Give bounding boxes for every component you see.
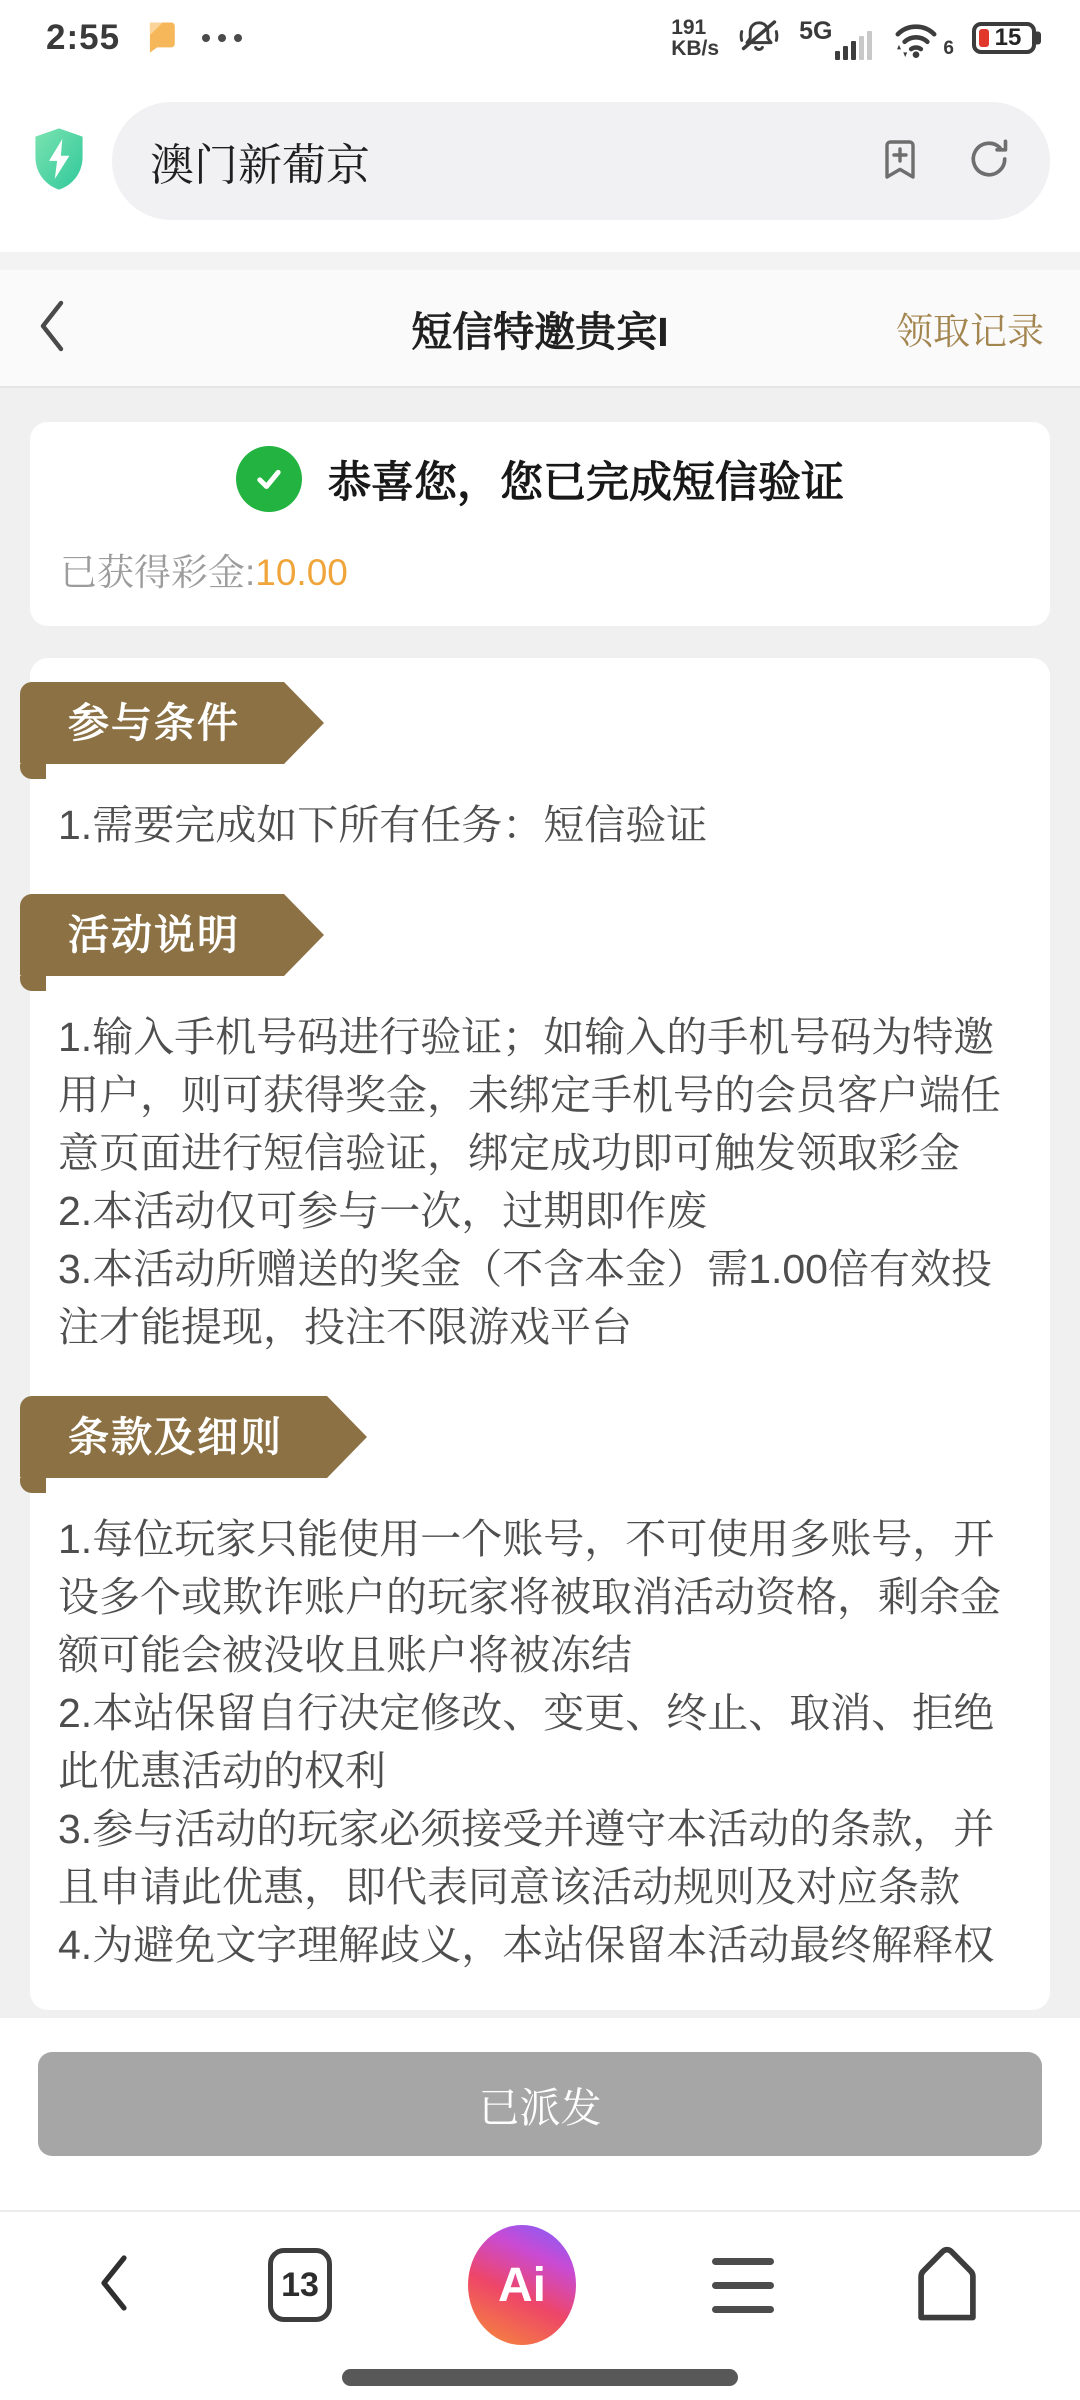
section-heading-ribbon: 活动说明 — [20, 894, 284, 976]
congrats-message: 恭喜您，您已完成短信验证 — [328, 458, 844, 507]
bonus-line — [60, 542, 1020, 596]
back-icon[interactable] — [36, 298, 68, 359]
rule-text: 3.本活动所赠送的奖金（不含本金）需1.00倍有效投注才能提现，投注不限游戏平台 — [58, 1246, 992, 1350]
ai-assistant-button[interactable] — [468, 2225, 576, 2345]
refresh-icon[interactable] — [966, 136, 1012, 187]
rule-text: 1.输入手机号码进行验证；如输入的手机号码为特邀用户，则可获得奖金，未绑定手机号的会员客户端任意页面进行短信验证，绑定成功即可触发领取彩金 — [58, 1014, 1001, 1176]
section-description — [58, 894, 1022, 1356]
shield-icon[interactable] — [30, 126, 88, 197]
browser-toolbar — [0, 70, 1080, 252]
address-text: 澳门新葡京 — [150, 141, 370, 190]
bonus-label: 已获得彩金: — [60, 552, 256, 593]
mute-icon — [737, 16, 781, 61]
home-icon[interactable] — [910, 2242, 984, 2329]
page-content — [0, 388, 1080, 2018]
bookmark-add-icon[interactable] — [876, 135, 924, 188]
dispatched-button[interactable]: 已派发 — [38, 2052, 1042, 2156]
address-bar[interactable] — [112, 102, 1050, 220]
tabs-button[interactable] — [268, 2248, 332, 2322]
toolbar-divider — [0, 252, 1080, 270]
activity-details-card — [30, 658, 1050, 2010]
clock: 2:55 — [46, 18, 121, 57]
battery-icon: 15 — [972, 22, 1036, 54]
tab-count: 13 — [281, 2265, 319, 2304]
wifi-icon: 6 — [890, 16, 954, 60]
status-bar — [0, 0, 1080, 70]
rule-text: 1.每位玩家只能使用一个账号，不可使用多账号，开设多个或欺诈账户的玩家将被取消活动资格，剩余金额可能会被没收且账户将被冻结 — [58, 1516, 1001, 1678]
message-flag-icon — [142, 17, 180, 60]
section-conditions — [58, 682, 1022, 854]
bonus-amount: 10.00 — [255, 552, 348, 593]
rule-text: 2.本活动仅可参与一次，过期即作废 — [58, 1188, 708, 1234]
verification-result-card — [30, 422, 1050, 626]
rule-text: 2.本站保留自行决定修改、变更、终止、取消、拒绝此优惠活动的权利 — [58, 1690, 995, 1794]
home-indicator-bar[interactable] — [342, 2369, 738, 2386]
rule-text: 4.为避免文字理解歧义，本站保留本活动最终解释权 — [58, 1922, 995, 1968]
signal-icon: 5G — [799, 17, 872, 60]
success-check-icon — [236, 446, 302, 512]
footer-bar — [0, 2018, 1080, 2210]
rule-text: 1.需要完成如下所有任务：短信验证 — [58, 802, 708, 848]
rule-text: 3.参与活动的玩家必须接受并遵守本活动的条款，并且申请此优惠，即代表同意该活动规则及对应条款 — [58, 1806, 995, 1910]
more-options-icon — [202, 34, 242, 42]
ai-label: Ai — [498, 2258, 546, 2312]
section-heading-ribbon: 参与条件 — [20, 682, 284, 764]
page-header — [0, 270, 1080, 388]
section-terms — [58, 1396, 1022, 1974]
network-speed: 191 KB/s — [671, 16, 720, 60]
claim-records-link[interactable]: 领取记录 — [896, 311, 1044, 352]
menu-icon[interactable] — [712, 2258, 774, 2313]
browser-bottom-nav — [0, 2210, 1080, 2400]
page-title: 短信特邀贵宾I — [411, 308, 669, 355]
nav-back-icon[interactable] — [96, 2253, 132, 2318]
section-heading-ribbon: 条款及细则 — [20, 1396, 327, 1478]
